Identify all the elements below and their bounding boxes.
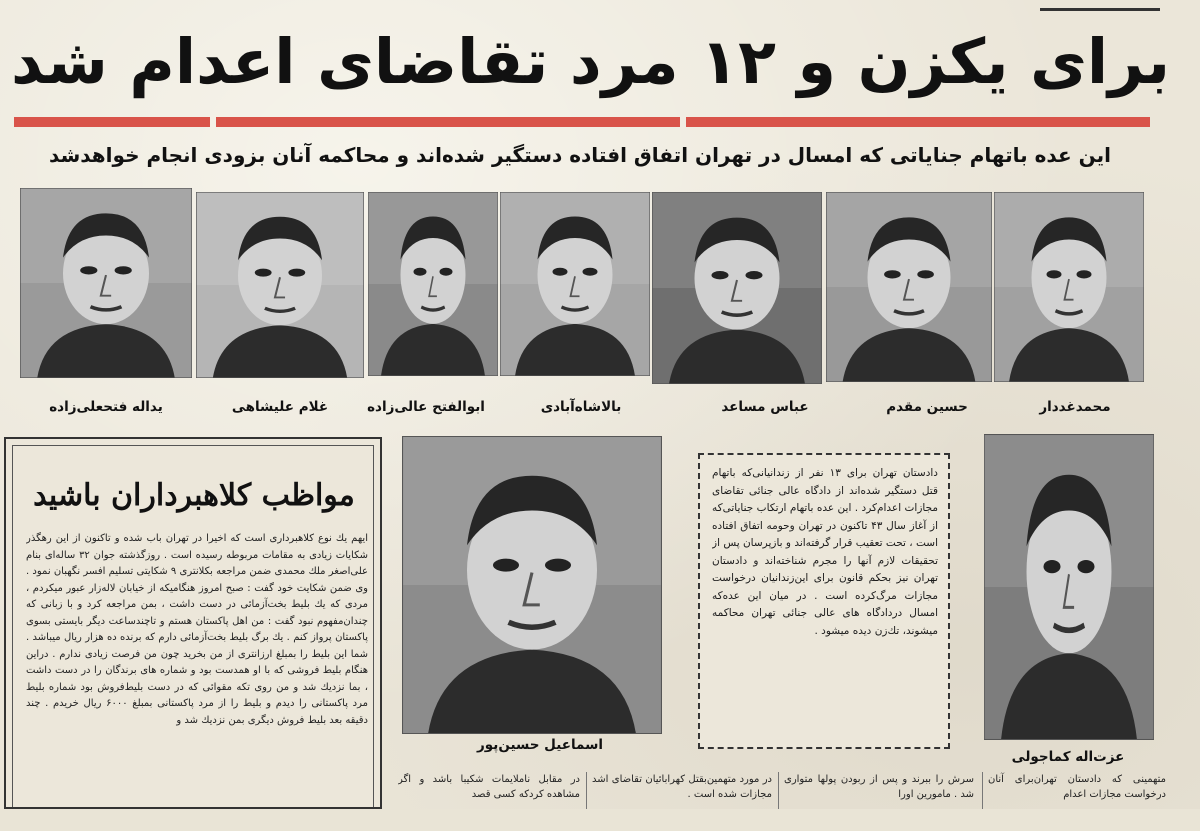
red-divider-right	[686, 117, 1150, 127]
court-article-box	[698, 453, 950, 749]
warning-article-body: ایهم یك نوع کلاهبرداری است که اخیرا در تهران باب شده و تاکنون از این رهگذر شکایات زیادی به مقامات مربوطه رسیده است . روزگذشته جوان ۳۲ ساله‌ای بنام علی‌اصغر ملك محمدی ضمن مراجعه بکلانتری ۹ شکایتی تسلیم افسر نگهبان نمود . وی ضمن شکایت خود گفت : صبح امروز هنگامیکه از خیابان لاله‌زار عبور میکردم ، مردی که یك بلیط بخت‌آزمائی در دست داشت ، بمن مراجعه کرد و با زبانی که چندان‌مفهوم نبود گفت : من اهل پاکستان هستم و تاچندساعت دیگر بایستی بسوی پاکستان پرواز کنم . یك برگ بلیط بخت‌آزمائی دارم که برنده ده هزار ریال میباشد . شما این بلیط را بمبلغ ارزانتری از من بخرید چون من فرصت زیادی ندارم . دراین هنگام بلیط فروشی که با او همدست بود و شماره های برندگان را در دست داشت ، بما نزدیك شد و من روی تکه مقوائی که در دست بلیط‌فروش بود شماره بلیط مرد پاکستانی را دیدم و بلیط را از مرد پاکستانی بمبلغ ۶۰۰۰ ریال خریدم . چند دقیقه بعد بلیط فروش دیگری بمن نزدیك شد و	[26, 533, 368, 726]
large-portrait-photo-1	[402, 436, 662, 734]
red-divider-left	[14, 117, 210, 127]
warning-article-title: مواظب کلاهبرداران باشید	[33, 478, 355, 513]
bottom-column-3: در مورد متهمین‌بقتل کهرابائیان تقاضای اشد مجازات شده است .	[592, 774, 772, 800]
portrait-photo-3	[368, 192, 498, 376]
bottom-column-4: در مقابل ناملایمات شکیبا باشد و اگر مشاهده کردکه کسی قصد	[398, 774, 580, 800]
warning-article-box	[4, 437, 382, 809]
subheadline: این عده باتهام جنایاتی که امسال در تهران اتفاق افتاده دستگیر شده‌اند و محاکمه آنان بزودی انجام خواهدشد	[49, 143, 1111, 167]
portrait-caption-5: عباس مساعد	[721, 399, 809, 415]
top-rule	[1040, 8, 1160, 11]
portrait-caption-3: ابوالفتح عالی‌زاده	[367, 399, 485, 415]
portrait-photo-4	[500, 192, 650, 376]
portrait-caption-4: بالاشاه‌آبادی	[540, 399, 622, 415]
portrait-caption-7: محمدغددار	[1039, 399, 1111, 415]
column-rule	[778, 772, 779, 809]
column-rule	[586, 772, 587, 809]
portrait-photo-1	[20, 188, 192, 378]
red-divider-middle	[216, 117, 680, 127]
portrait-photo-6	[826, 192, 992, 382]
large-portrait-caption-1: اسماعیل حسین‌پور	[477, 737, 603, 753]
bottom-column-2: سرش را ببرند و پس از ربودن پولها متواری شد . مامورین اورا	[784, 774, 974, 800]
column-rule	[982, 772, 983, 809]
portrait-caption-2: غلام علیشاهی	[231, 399, 329, 415]
page-headline: برای یکزن و ۱۲ مرد تقاضای اعدام شد	[11, 25, 1170, 98]
large-portrait-photo-2	[984, 434, 1154, 740]
portrait-photo-2	[196, 192, 364, 378]
portrait-caption-6: حسین مقدم	[886, 399, 968, 415]
portrait-photo-5	[652, 192, 822, 384]
portrait-caption-1: یداله فتحعلی‌زاده	[49, 399, 163, 415]
large-portrait-caption-2: عزت‌اله کماجولی	[1011, 749, 1125, 765]
court-article-body: دادستان تهران برای ۱۳ نفر از زندانیانی‌که باتهام قتل دستگیر شده‌اند از دادگاه عالی جنائی تقاضای مجازات اعدام‌کرد . این عده باتهام ارتکاب جنایاتی‌که از آغاز سال ۴۳ تاکنون در تهران وحومه اتفاق افتاده است ، تحت تعقیب قرار گرفته‌اند و بازپرسان پس از تحقیقات لازم آنها را مجرم شناخته‌اند و دادستان تهران نیز بحکم قانون برای این‌زندانیان درخواست مجازات مرگ‌کرده است . در میان این عده‌که امسال دردادگاه های عالی جنائی تهران محاکمه میشوند، تك‌زن دیده میشود .	[712, 467, 938, 637]
portrait-photo-7	[994, 192, 1144, 382]
bottom-column-1: متهمینی که دادستان تهران‌برای آنان درخواست مجازات اعدام	[988, 774, 1166, 800]
